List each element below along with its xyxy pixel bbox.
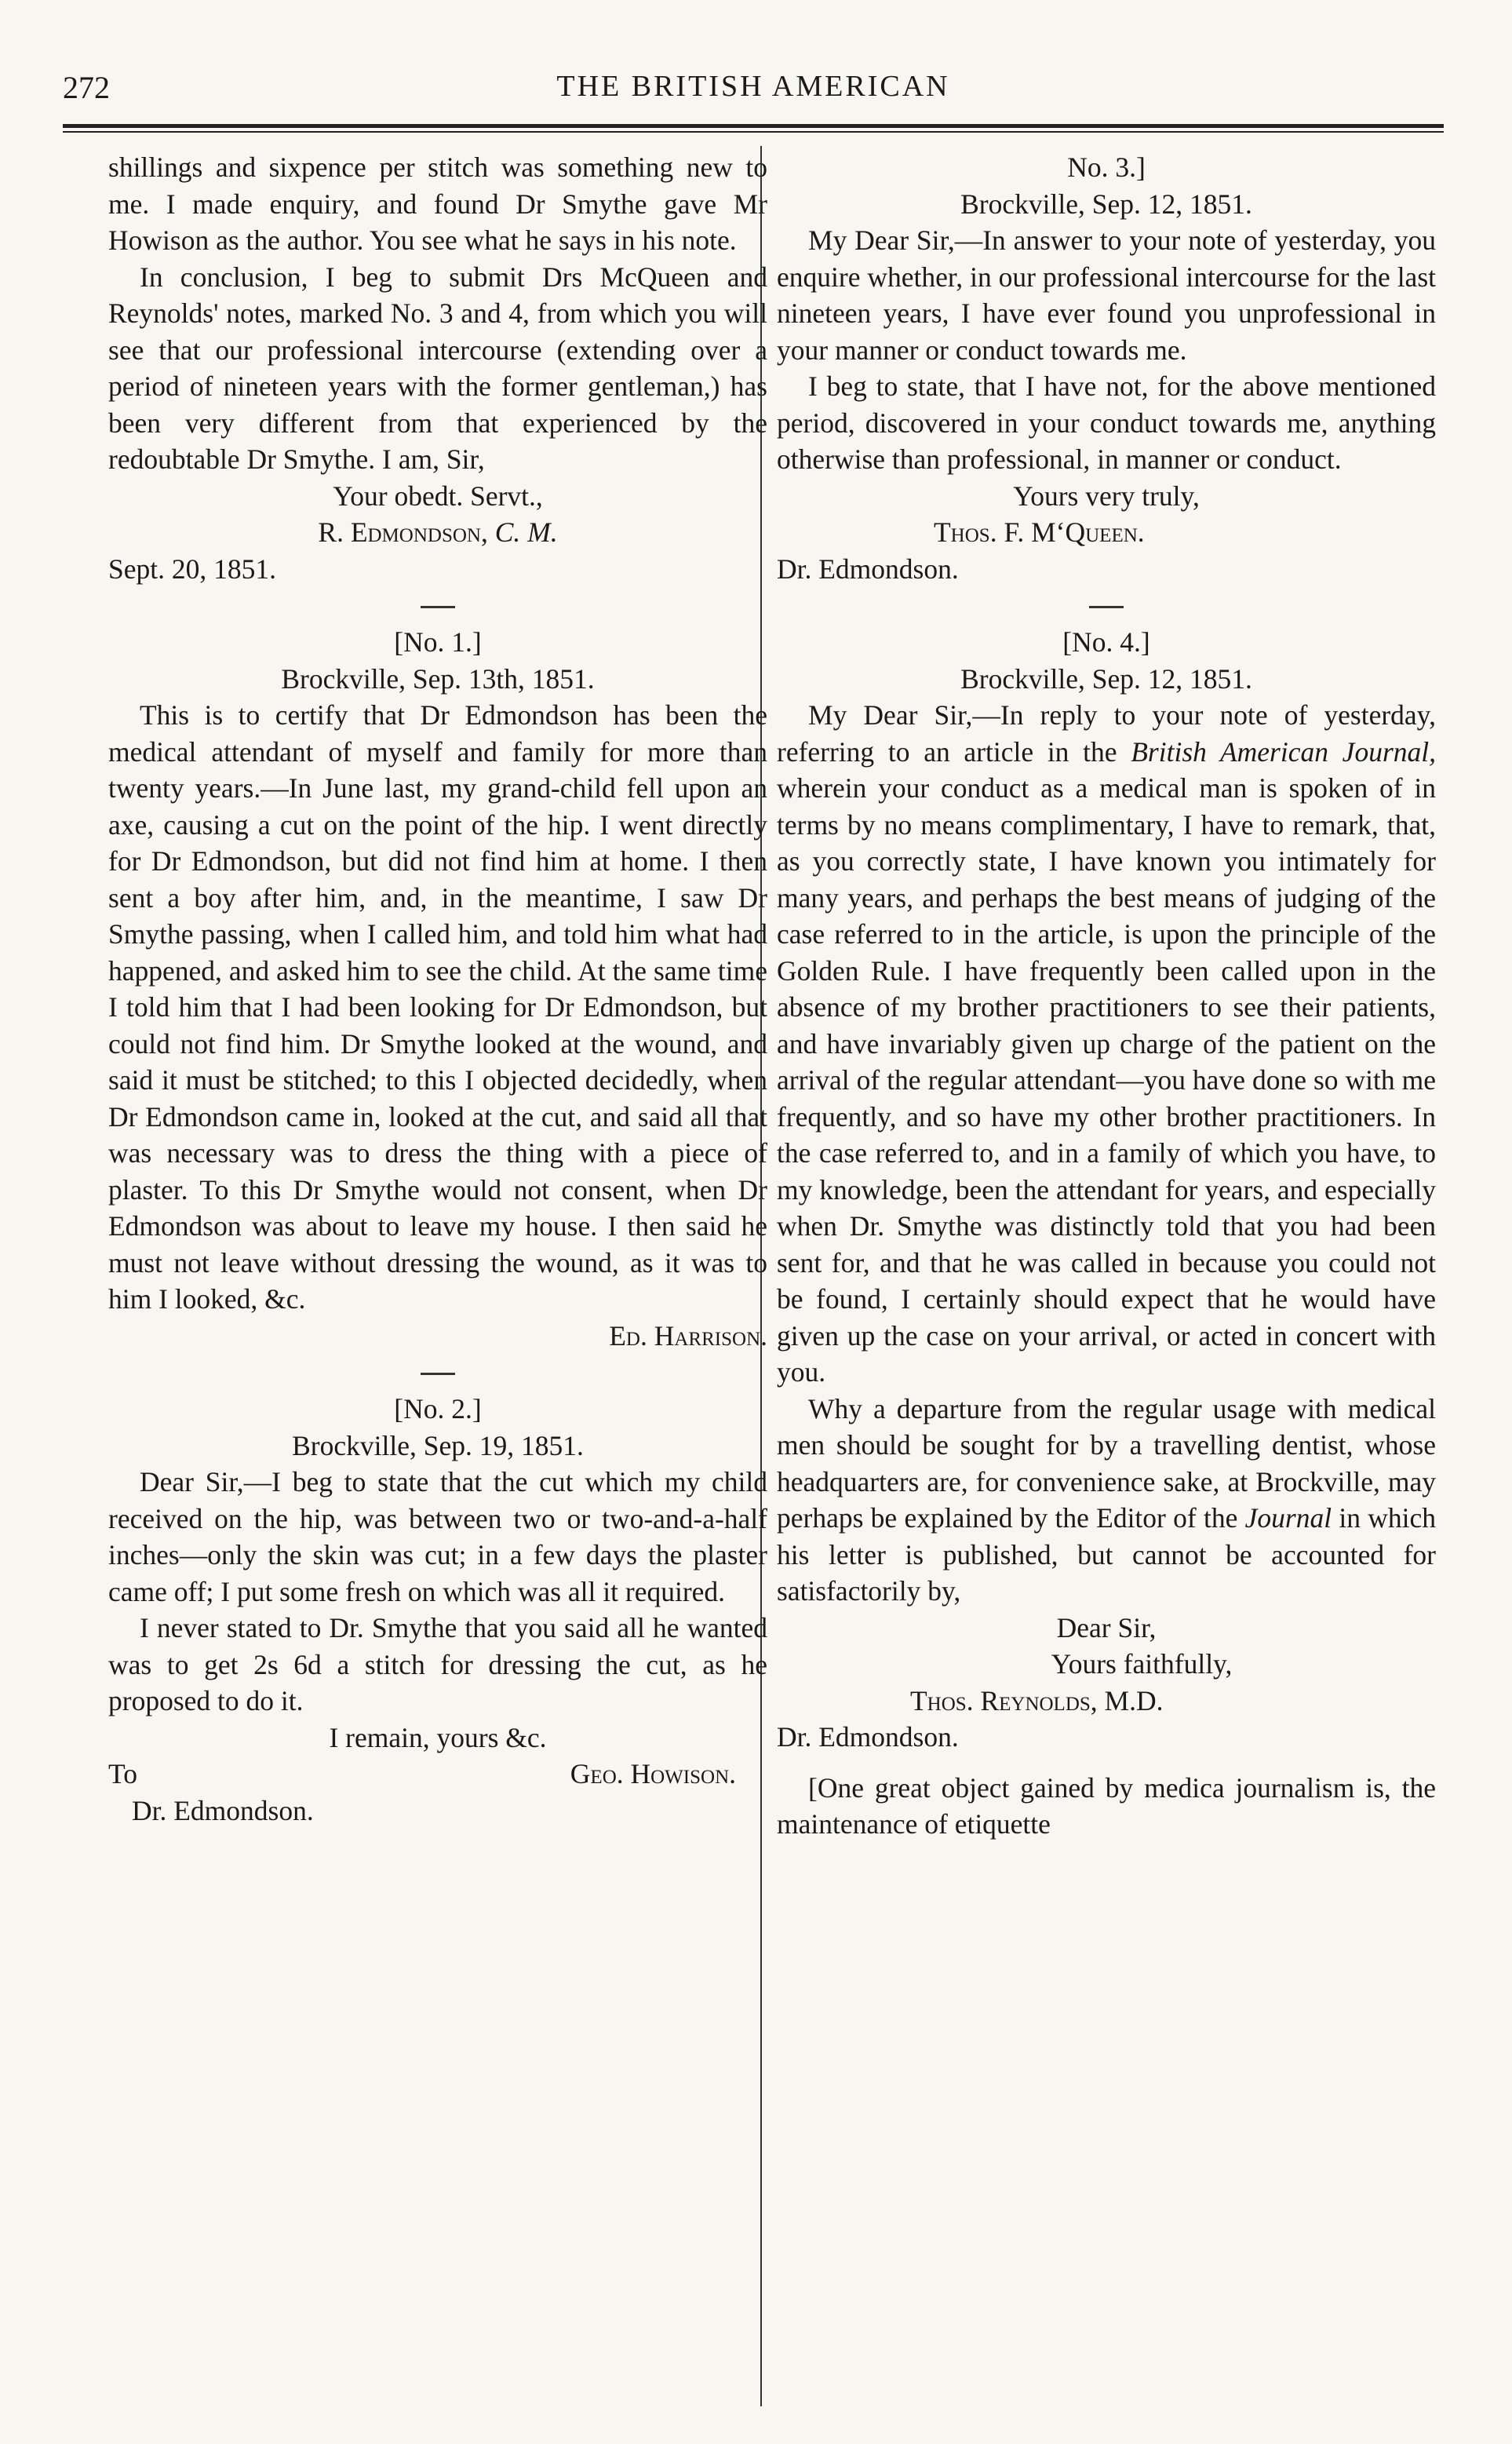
letter-2-paragraph-1: Dear Sir,—I beg to state that the cut which my child received on the hip, was between two or two-and-a-half inches—only the skin was cut; in a few days the plaster came off; I put some fresh on which was all it required. (108, 1466, 767, 1607)
continued-paragraph: shillings and sixpence per stitch was something new to me. I made enquiry, and found Dr Smythe gave Mr Howison as the author. You see what he says in his note. (108, 151, 767, 256)
letter-date: Sept. 20, 1851. (108, 553, 276, 585)
author-suffix: C. M. (494, 516, 558, 548)
complimentary-close: Your obedt. Servt., (333, 480, 543, 512)
letter-4-place-date: Brockville, Sep. 12, 1851. (960, 662, 1252, 695)
section-separator (421, 1373, 455, 1375)
letter-2-closing: I remain, yours &c. (329, 1721, 547, 1753)
letter-2-paragraph-2: I never stated to Dr. Smythe that you said all he wanted was to get 2s 6d a stitch for dressing the cut, as he proposed to do it. (108, 1612, 767, 1716)
author-signature (108, 514, 767, 551)
letter-3-heading: No. 3.] (1067, 151, 1146, 183)
section-separator (1089, 606, 1124, 608)
spacer (777, 1756, 1436, 1770)
letter-2-signature: Geo. Howison. (570, 1758, 736, 1789)
letter-4-signature: Thos. Reynolds, M.D. (910, 1684, 1164, 1716)
letter-3-addressee: Dr. Edmondson. (777, 553, 959, 585)
letter-3-place-date: Brockville, Sep. 12, 1851. (960, 188, 1252, 220)
letter-3-paragraph-2: I beg to state, that I have not, for the above mentioned period, discovered in your conduct towards me, anything otherwise than professional, in manner or conduct. (777, 370, 1436, 475)
letter-3-signature: Thos. F. M‘Queen. (934, 516, 1145, 548)
letter-2-heading: [No. 2.] (394, 1393, 482, 1424)
letter-4-paragraph-2: Why a departure from the regular usage with medical men should be sought for by a travelling dentist, whose headquarters are, for convenience sake, at Brockville, may perhaps be explained by the Editor of the Journal in which his letter is published, but cannot be accounted for satisfactorily by, (777, 1392, 1436, 1607)
author-name: R. Edmondson, (318, 516, 488, 548)
letter-4-heading: [No. 4.] (1062, 626, 1150, 658)
letter-4-addressee: Dr. Edmondson. (777, 1721, 959, 1753)
letter-2-place-date: Brockville, Sep. 19, 1851. (292, 1429, 584, 1461)
header-rule-thin (63, 131, 1444, 133)
conclusion-paragraph: In conclusion, I beg to submit Drs McQueen and Reynolds' notes, marked No. 3 and 4, from which you will see that our professional intercourse (extending over a period of nineteen years with the former gentleman,) has been very different from that experienced by the redoubtable Dr Smythe. I am, Sir, (108, 261, 767, 475)
right-column (777, 149, 1436, 1843)
letter-1-signature: Ed. Harrison. (609, 1319, 767, 1351)
letter-3-closing: Yours very truly, (1013, 480, 1200, 512)
letter-2-addressee: Dr. Edmondson. (132, 1794, 314, 1826)
letter-1-heading: [No. 1.] (394, 626, 482, 658)
section-separator (421, 606, 455, 608)
editor-note: [One great object gained by medica journalism is, the maintenance of etiquette (777, 1771, 1436, 1840)
journal-reference: Journal (1244, 1502, 1332, 1534)
left-column (108, 149, 767, 1829)
letter-4-closing: Yours faithfully, (1051, 1648, 1233, 1680)
letter-3-paragraph-1: My Dear Sir,—In answer to your note of yesterday, you enquire whether, in our professional intercourse for the last nineteen years, I have ever found you unprofessional in your manner or conduct towards me. (777, 224, 1436, 366)
letter-1-place-date: Brockville, Sep. 13th, 1851. (281, 662, 595, 695)
header-rule-thick (63, 124, 1444, 128)
letter-2-sign-row (108, 1756, 767, 1793)
letter-4-salutation: Dear Sir, (1056, 1611, 1157, 1643)
page-number: 272 (63, 70, 110, 105)
letter-4-paragraph-1: My Dear Sir,—In reply to your note of yesterday, referring to an article in the British American Journal, wherein your conduct as a medical man is spoken of in terms by no means complimentary, I have to remark, that, as you correctly state, I have known you intimately for many years, and perhaps the best means of judging of the case referred to in the article, is upon the principle of the Golden Rule. I have frequently been called upon in the absence of my brother practitioners to see their patients, and have invariably given up charge of the patient on the arrival of the regular attendant—you have done so with me frequently, and so have my other brother practitioners. In the case referred to, and in a family of which you have, to my knowledge, been the attendant for years, and especially when Dr. Smythe was distinctly told that you had been sent for, and that he was called in because you could not be found, I certainly should expect that he would have given up the case on your arrival, or acted in concert with you. (777, 699, 1436, 1388)
letter-1-body: This is to certify that Dr Edmondson has been the medical attendant of myself and family for more than twenty years.—In June last, my grand-child fell upon an axe, causing a cut on the point of the hip. I went directly for Dr Edmondson, but did not find him at home. I then sent a boy after him, and, in the meantime, I saw Dr Smythe passing, when I called him, and told him what had happened, and asked him to see the child. At the same time I told him that I had been looking for Dr Edmondson, but could not find him. Dr Smythe looked at the wound, and said it must be stitched; to this I objected decidedly, when Dr Edmondson came in, looked at the cut, and said all that was necessary was to dress the thing with a piece of plaster. To this Dr Smythe would not consent, when Dr Edmondson was about to leave my house. I then said he must not leave without dressing the wound, as it was to him I looked, &c. (108, 699, 767, 1315)
letter-2-to: To (108, 1758, 137, 1789)
running-title: THE BRITISH AMERICAN (556, 70, 950, 103)
page-header (63, 69, 1444, 116)
journal-title: British American Journal, (1131, 735, 1436, 768)
